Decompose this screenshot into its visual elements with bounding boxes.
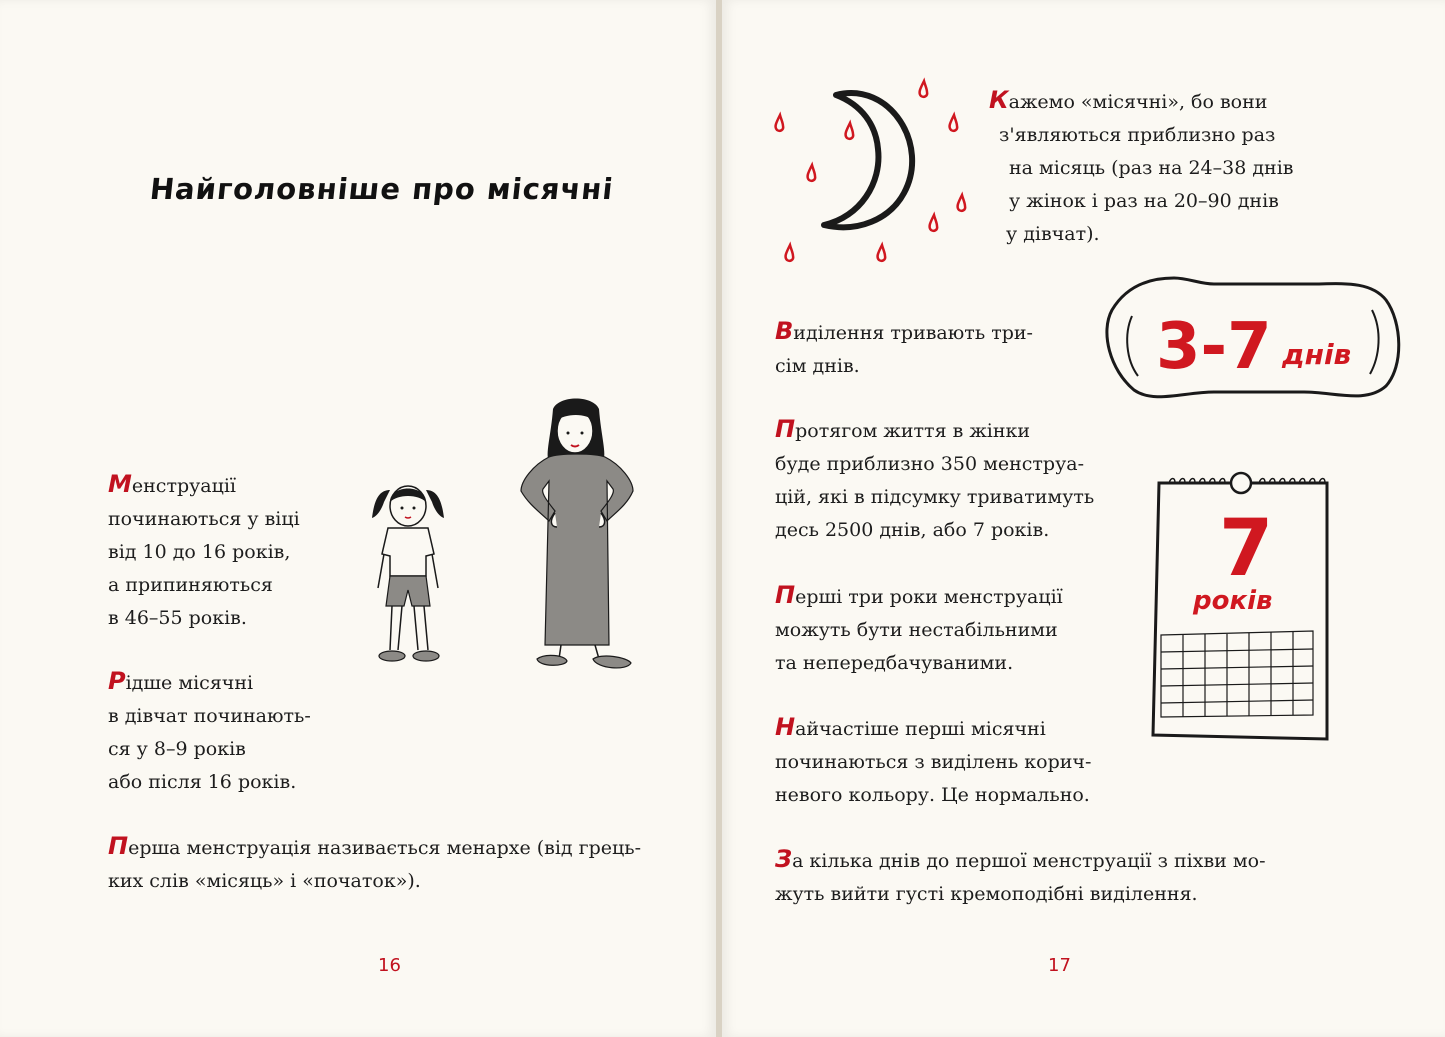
paragraph-before-first: За кілька днів до першої менструації з піхви мо- жуть вийти густі кремоподібні виділення. — [775, 845, 1266, 905]
left-page — [0, 0, 716, 1037]
paragraph-duration: Виділення тривають три- сім днів. — [775, 317, 1033, 377]
calendar-unit-text: років — [1193, 586, 1273, 616]
woman-illustration — [515, 395, 640, 675]
pad-duration-illustration — [1104, 270, 1404, 410]
girl-illustration — [368, 472, 448, 668]
paragraph-rare-cases: Рідше місячні в дівчат починають- ся у 8–9 років або після 16 років. — [108, 667, 311, 793]
paragraph-lifetime: Протягом життя в жінки буде приблизно 350 менструа- цій, які в підсумку триватимуть десь 2500 днів, або 7 років. — [775, 415, 1095, 541]
right-page — [722, 0, 1445, 1037]
calendar-illustration — [1147, 465, 1337, 745]
page-title: Найголовніше про місячні — [148, 172, 616, 206]
paragraph-brown-discharge: Найчастіше перші місячні починаються з виділень корич- невого кольору. Це нормально. — [775, 713, 1092, 806]
page-number-right: 17 — [1048, 955, 1071, 976]
pad-range-text: 3-7 — [1156, 310, 1272, 384]
pad-unit-text: днів — [1282, 338, 1352, 371]
page-number-left: 16 — [378, 955, 401, 976]
paragraph-first-years: Перші три роки менструації можуть бути нестабільними та непередбачуваними. — [775, 581, 1063, 674]
paragraph-age-range: Менструації починаються у віці від 10 до 16 років, а припиняються в 46–55 років. — [108, 470, 300, 629]
paragraph-monthly: Кажемо «місячні», бо вони з'являються приблизно раз на місяць (раз на 24–38 днів у жінок і раз на 20–90 днів у дівчат). — [989, 86, 1294, 245]
calendar-number-text: 7 — [1219, 504, 1274, 594]
moon-drops-illustration — [772, 75, 972, 275]
calendar-grid — [1161, 631, 1313, 717]
paragraph-menarche: Перша менструація називається менархе (від грець- ких слів «місяць» і «початок»). — [108, 832, 642, 892]
